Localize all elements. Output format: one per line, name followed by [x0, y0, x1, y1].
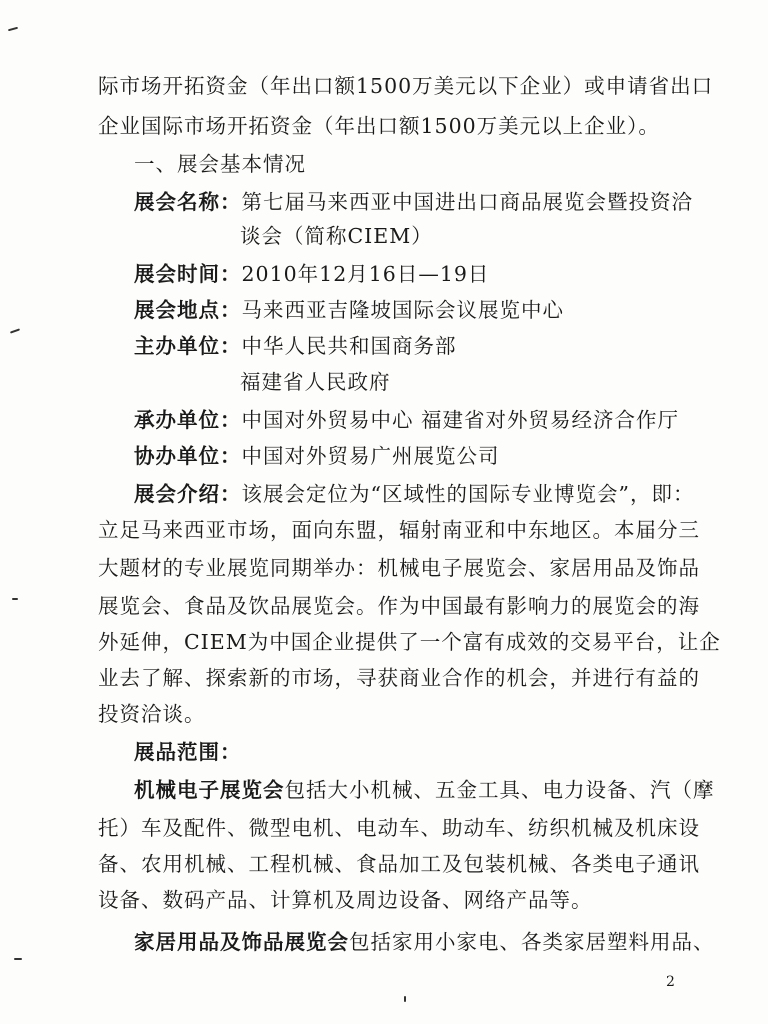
field-label: 承办单位： [134, 408, 242, 432]
body-line: 立足马来西亚市场，面向东盟，辐射南亚和中东地区。本届分三 [98, 518, 700, 542]
field-label: 展会名称： [134, 190, 242, 214]
field-value: 马来西亚吉隆坡国际会议展览中心 [241, 298, 564, 322]
field-value: 中国对外贸易中心 福建省对外贸易经济合作厅 [241, 408, 680, 432]
field-value-continued: 谈会（简称CIEM） [240, 224, 433, 248]
field-label: 协办单位： [134, 444, 242, 468]
body-line: 展览会、食品及饮品展览会。作为中国最有影响力的展览会的海 [98, 594, 700, 618]
field-exhibition-name [134, 188, 693, 216]
field-exhibition-time [134, 260, 489, 288]
scan-mark [14, 958, 22, 960]
field-host [134, 332, 457, 360]
category-title: 机械电子展览会 [134, 778, 285, 802]
scan-mark [10, 328, 20, 333]
body-line: 外延伸，CIEM为中国企业提供了一个富有成效的交易平台，让企 [98, 630, 721, 654]
category-text: 包括大小机械、五金工具、电力设备、汽（摩 [284, 778, 715, 802]
field-value: 2010年12月16日—19日 [241, 262, 490, 286]
category-text: 包括家用小家电、各类家居塑料用品、 [349, 930, 715, 954]
body-line: 托）车及配件、微型电机、电动车、助动车、纺织机械及机床设 [98, 816, 700, 840]
field-value: 中华人民共和国商务部 [241, 334, 457, 358]
field-value: 第七届马来西亚中国进出口商品展览会暨投资洽 [241, 190, 693, 214]
body-line: 备、农用机械、工程机械、食品加工及包装机械、各类电子通讯 [98, 852, 700, 876]
body-line: 设备、数码产品、计算机及周边设备、网络产品等。 [98, 888, 593, 912]
field-label: 展会介绍： [134, 482, 242, 506]
scan-mark [12, 598, 18, 600]
scan-mark [8, 27, 18, 32]
body-line: 际市场开拓资金（年出口额1500万美元以下企业）或申请省出口 [98, 74, 714, 98]
body-line: 企业国际市场开拓资金（年出口额1500万美元以上企业）。 [98, 114, 660, 138]
field-label: 主办单位： [134, 334, 242, 358]
field-co-organizer [134, 442, 500, 470]
body-line [134, 928, 715, 956]
section-heading: 一、展会基本情况 [134, 152, 306, 176]
scan-mark [404, 996, 406, 1002]
body-line [134, 776, 715, 804]
field-label: 展会时间： [134, 262, 242, 286]
field-organizer [134, 406, 679, 434]
body-line: 业去了解、探索新的市场，寻获商业合作的机会，并进行有益的 [98, 666, 700, 690]
section-subheading: 展品范围： [134, 740, 242, 764]
body-line: 投资洽谈。 [98, 702, 206, 726]
category-title: 家居用品及饰品展览会 [134, 930, 349, 954]
field-introduction [134, 480, 694, 508]
field-label: 展会地点： [134, 298, 242, 322]
field-value: 中国对外贸易广州展览公司 [241, 444, 500, 468]
page-number: 2 [666, 974, 675, 990]
field-exhibition-place [134, 296, 564, 324]
body-line: 大题材的专业展览同期举办：机械电子展览会、家居用品及饰品 [98, 556, 700, 580]
field-value: 该展会定位为“区域性的国际专业博览会”，即： [241, 482, 695, 506]
field-value-continued: 福建省人民政府 [240, 370, 391, 394]
